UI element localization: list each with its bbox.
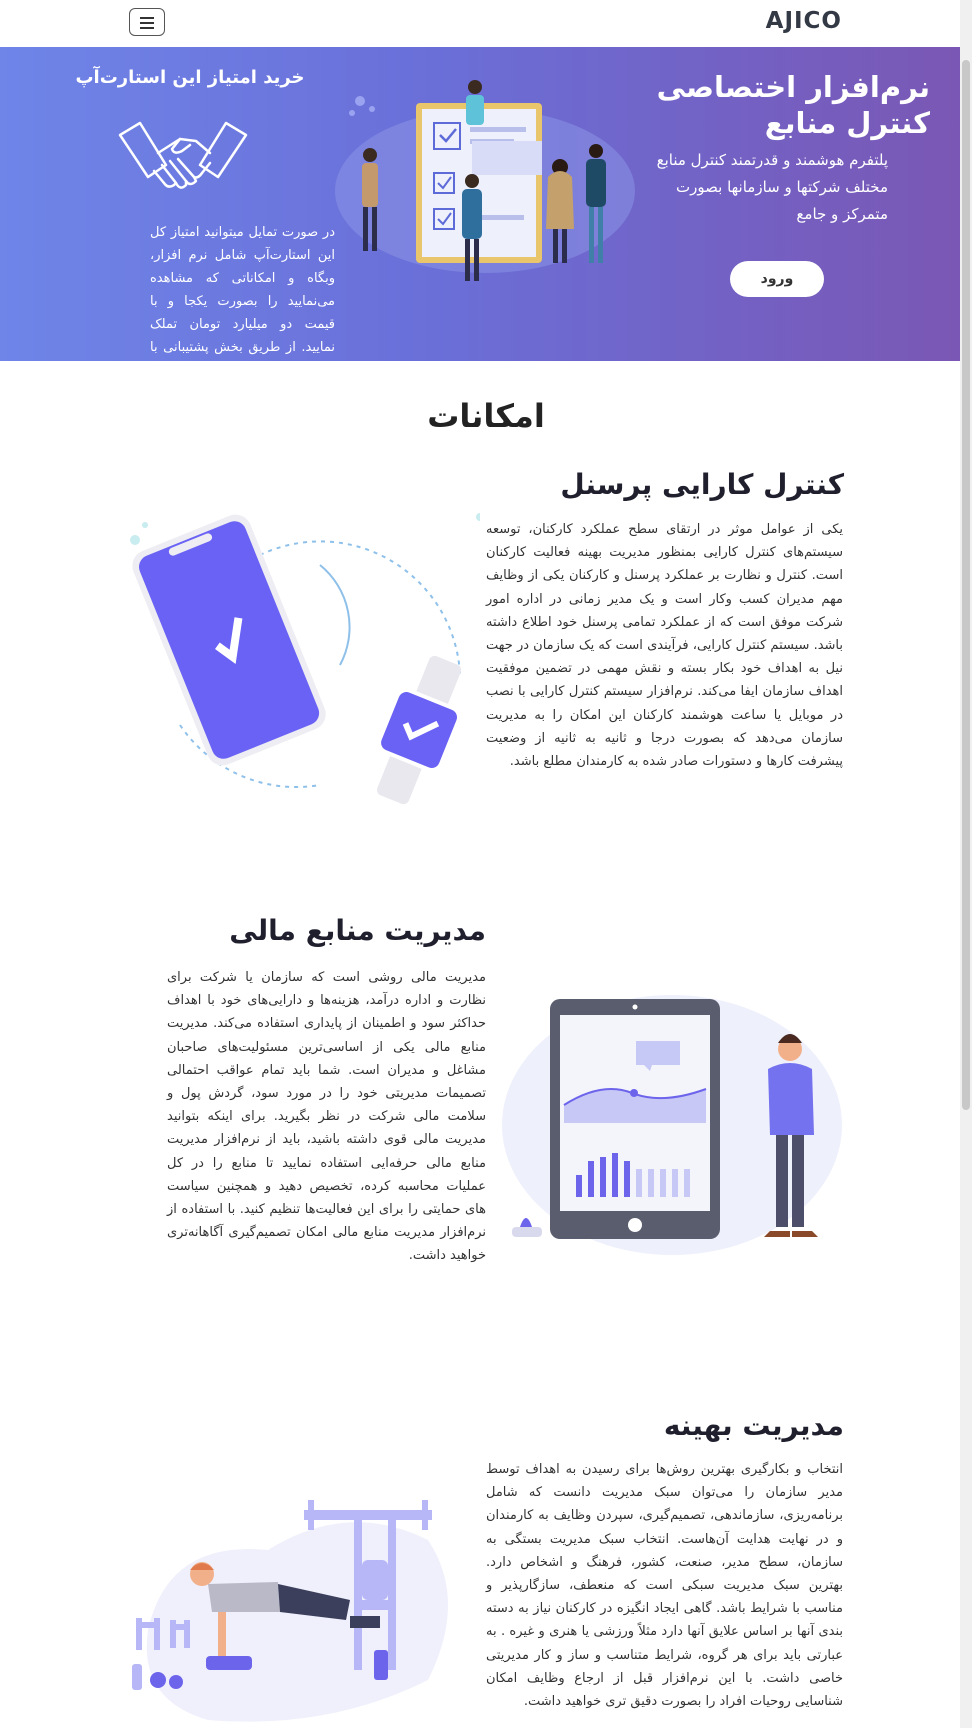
hero-title: نرم‌افزار اختصاصی کنترل منابع: [656, 70, 930, 140]
buy-startup-title: خرید امتیاز این استارت‌آپ: [75, 67, 305, 88]
brand-logo[interactable]: AJICO: [765, 8, 842, 34]
hero-subtitle: پلتفرم هوشمند و قدرتمند کنترل منابع مختلف شرکتها و سازمانها بصورت متمرکز و جامع: [656, 151, 888, 223]
feature-title: مدیریت بهینه: [663, 1409, 844, 1442]
team-checklist-illustration: [330, 61, 640, 331]
buy-startup-text: در صورت تمایل میتوانید امتیاز کل این استارت‌آپ شامل نرم افزار، وبگاه و امکاناتی که مشاهده می‌نمایید را بصورت یکجا و با قیمت دو میلیارد تومان تملک نمایید. از طریق بخش پشتیبانی با ما در تماس باشید.: [150, 225, 335, 378]
phone-watch-check-illustration: [120, 505, 480, 805]
hero-banner: [0, 47, 960, 378]
menu-toggle-button[interactable]: [129, 8, 165, 36]
tablet-chart-illustration: [492, 985, 852, 1285]
hamburger-icon: [140, 17, 154, 19]
login-button[interactable]: ورود: [730, 261, 824, 297]
workout-illustration: [128, 1480, 468, 1730]
handshake-icon: [118, 113, 248, 213]
feature-title: مدیریت منابع مالی: [229, 914, 486, 947]
feature-text: انتخاب و بکارگیری بهترین روش‌ها برای رسیدن به اهداف توسط مدیر سازمان را می‌توان سبک مدیریت دانست که شامل برنامه‌ریزی، سازماندهی، تصمیم‌گیری، سپردن وظایف به کارمندان و در نهایت هدایت آن‌هاست. انتخاب سبک مدیریت بستگی به سازمان، سطح مدیر، صنعت، کشور، فرهنگ و اشخاص دارد. بهترین سبک مدیریت سبکی است که منعطف، سازگارپذیر و مناسب با شرایط باشد. گاهی ایجاد انگیزه در کارکنان نیاز به دسته بندی آنها بر اساس علایق آنها دارد مثلاً ورزشی یا هنری و غیره . به عبارتی باید برای هر گروه، شرایط متناسب و ساز و کار مدیریتی خاصی داشت. با این نرم‌افزار قبل از ارجاع وظایف امکان شناسایی روحیات افراد را بصورت دقیق تری خواهید داشت.: [486, 1462, 843, 1710]
feature-text: یکی از عوامل موثر در ارتقای سطح عملکرد کارکنان، توسعه سیستم‌های کنترل کارایی بمنظور مدیریت بهینه فعالیت کارکنان است. کنترل و نظارت بر عملکرد پرسنل و کارکنان یکی از وظایف مهم مدیران کسب وکار است و یک مدیر زمانی در اداره امور شرکت موفق است که از عملکرد تمامی پرسنل خود اطلاع داشته باشد. سیستم کنترل کارایی، فرآیندی است که یک سازمان در جهت نیل به اهداف خود بکار بسته و نقش مهمی در تضمین موفقیت اهداف سازمان ایفا می‌کند. نرم‌افزار سیستم کنترل کارایی با نصب در موبایل یا ساعت هوشمند کارکنان این امکان را به مدیریت سازمان می‌دهد که بصورت درجا و ثانیه به ثانیه از وضعیت پیشرفت کارها و دستورات صادر شده به کارمندان مطلع باشد.: [486, 522, 843, 770]
scrollbar-thumb[interactable]: [962, 60, 970, 1110]
top-navbar: [0, 0, 972, 48]
feature-text: مدیریت مالی روشی است که سازمان یا شرکت برای نظارت و اداره درآمد، هزینه‌ها و دارایی‌های خود با اهداف حداکثر سود و اطمینان از پایداری استفاده می‌کند. مدیریت منابع مالی یکی از اساسی‌ترین مسئولیت‌های صاحبان مشاغل و مدیران است. شما باید تمام عواقب احتمالی تصمیمات مدیریتی خود را در مورد سود، گردش پول و سلامت مالی شرکت در نظر بگیرید. برای اینکه بتوانید مدیریت مالی قوی داشته باشید، باید از نرم‌افزار مدیریت منابع مالی حرفه‌ایی استفاده نمایید تا منابع را در کل عملیات محاسبه کرده، تخصیص دهید و همچنین سیاست های حمایتی را برای این فعالیت‌ها تنظیم کنید. با استفاده از نرم‌افزار مدیریت منابع مالی امکان تصمیم‌گیری آگاهانه‌تری خواهید داشت.: [167, 970, 486, 1264]
scrollbar[interactable]: [960, 0, 972, 1728]
feature-title: کنترل کارایی پرسنل: [560, 468, 844, 501]
features-heading: امکانات: [427, 397, 545, 435]
